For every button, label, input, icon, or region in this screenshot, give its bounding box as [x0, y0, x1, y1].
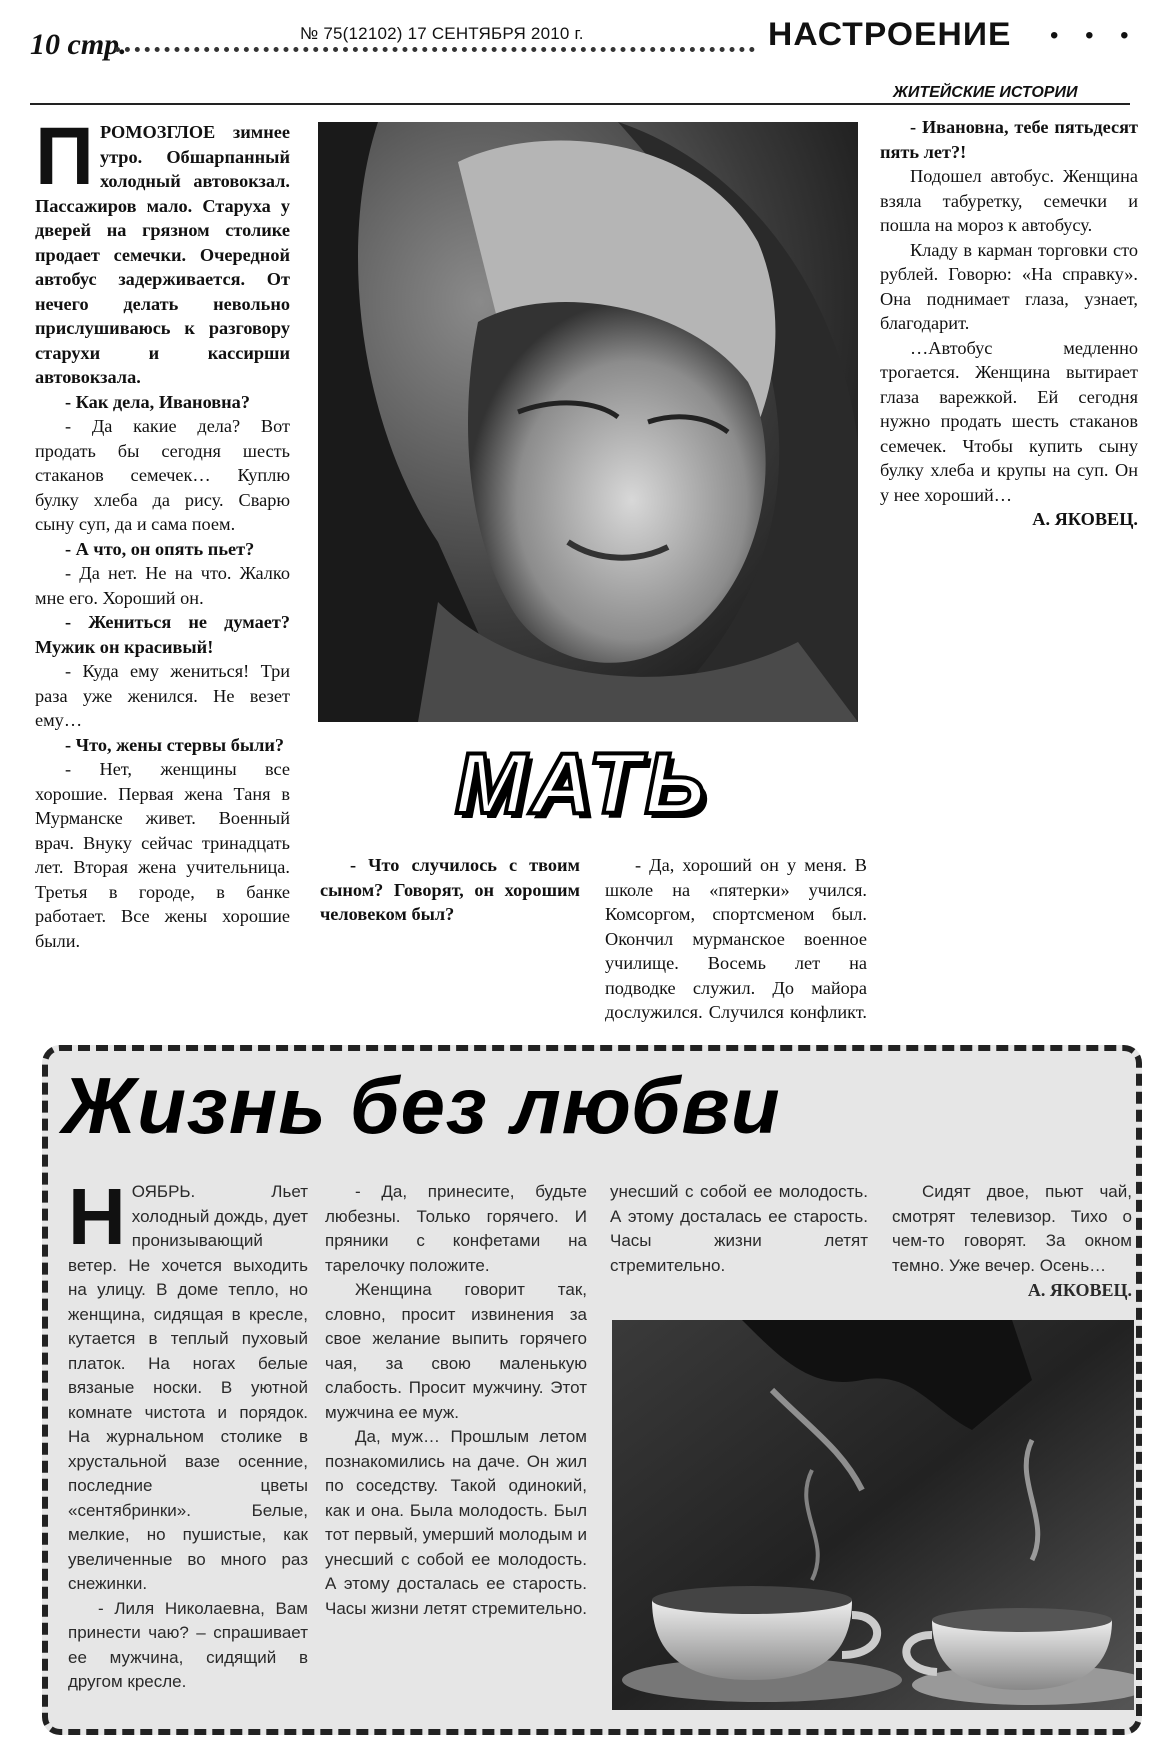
article1-answer: - Куда ему жениться! Три раза уже женился. Не везет ему…: [35, 661, 290, 730]
article2-author: А. ЯКОВЕЦ.: [1027, 1280, 1132, 1300]
article1-dropcap: П: [35, 120, 94, 202]
article1-question: - А что, он опять пьет?: [65, 538, 255, 559]
section-dots: • • •: [1050, 22, 1139, 49]
article2-lead-text: ОЯБРЬ. Льет холодный дождь, дует пронизывающий ветер. Не хочется выходить на улицу. В доме тепло, но женщина, сидящая в кресле, кутается в теплый пуховый платок. На ногах белые вязаные носки. В уютной комнате чистота и порядок. На журнальном столике в хрустальной вазе осенние, последние цветы «сентябринки». Белые, мелкие, но пушистые, как увеличенные во много раз снежинки.: [68, 1182, 308, 1593]
article1-lead-text: РОМОЗГЛОЕ зимнее утро. Обшарпанный холодный автовокзал. Пассажиров мало. Старуха у дверей на грязном столике продает семечки. Очередной автобус задерживается. От нечего делать невольно прислушиваюсь к разговору старухи и кассирши автовокзала.: [35, 122, 290, 387]
section-title: НАСТРОЕНИЕ: [768, 16, 1012, 52]
tea-cups-photo: [612, 1320, 1134, 1710]
article2-dropcap: Н: [68, 1180, 126, 1261]
article2-paragraph: Да, муж… Прошлым летом познакомились на даче. Он жил по соседству. Такой одинокий, как и она. Была молодость. Был тот первый, умерший молодым и унесший с собой ее молодость. А этому досталась ее старость. Часы жизни летят стремительно.: [325, 1427, 587, 1618]
tea-cups-illustration: [612, 1320, 1134, 1710]
article2-column-3: [610, 1180, 868, 1320]
article2-paragraph: Сидят двое, пьют чай, смотрят телевизор. Тихо о чем-то говорят. За окном темно. Уже вечер. Осень…: [892, 1182, 1132, 1275]
article1-answer: - Да нет. Не на что. Жалко мне его. Хороший он.: [35, 563, 290, 608]
subsection-title: ЖИТЕЙСКИЕ ИСТОРИИ: [893, 84, 1078, 101]
article1-question: - Жениться не думает? Мужик он красивый!: [35, 612, 290, 657]
article1-column-3: [605, 853, 867, 1023]
page-number: 10 стр.: [30, 28, 127, 61]
article2-paragraph: - Да, принесите, будьте любезны. Только горячего. И пряники с конфетами на тарелочку положите.: [325, 1182, 587, 1275]
article1-column-2: [320, 853, 580, 1023]
article1-paragraph: Кладу в карман торговки сто рублей. Говорю: «На справку». Она поднимает глаза, узнает, благодарит.: [880, 239, 1138, 333]
article1-column-1: [35, 120, 290, 1015]
article1-author: А. ЯКОВЕЦ.: [1032, 509, 1138, 529]
article1-question: - Что, жены стервы были?: [65, 734, 285, 755]
article1-answer: - Да, хороший он у меня. В школе на «пятерки» учился. Комсоргом, спортсменом был. Окончил мурманское военное училище. Восемь лет на подводке служил. До майора дослужился. Случился конфликт.: [605, 855, 867, 1022]
article2-lead-paragraph: [68, 1180, 308, 1597]
article2-paragraph: Женщина говорит так, словно, просит извинения за свое желание выпить горячего чая, за свою маленькую слабость. Просит мужчину. Этот мужчина ее муж.: [325, 1280, 587, 1422]
article2-column-2: [325, 1180, 587, 1720]
woman-portrait-photo: [318, 122, 858, 722]
article1-question: - Ивановна, тебе пятьдесят пять лет?!: [880, 117, 1138, 162]
article2-paragraph: - Лиля Николаевна, Вам принести чаю? – спрашивает ее мужчина, сидящий в другом кресле.: [68, 1598, 308, 1691]
issue-line: № 75(12102) 17 СЕНТЯБРЯ 2010 г.: [300, 24, 584, 43]
article1-question: - Как дела, Ивановна?: [65, 391, 250, 412]
article2-paragraph-continued: унесший с собой ее молодость. А этому досталась ее старость. Часы жизни летят стремительно.: [610, 1182, 868, 1275]
woman-portrait-illustration: [318, 122, 858, 722]
article1-answer: - Да какие дела? Вот продать бы сегодня шесть стаканов семечек… Куплю булку хлеба да рису. Сварю сыну суп, да и сама поем.: [35, 416, 290, 534]
header-dotted-rule: [115, 47, 755, 52]
article1-column-4: [880, 115, 1138, 1025]
article1-paragraph: Подошел автобус. Женщина взяла табуретку, семечки и пошла на мороз к автобусу.: [880, 166, 1138, 235]
article1-title: МАТЬ: [455, 736, 710, 832]
article2-title: Жизнь без любви: [62, 1061, 781, 1150]
article1-question: - Что случилось с твоим сыном? Говорят, он хорошим человеком был?: [320, 855, 580, 924]
article2-column-4: [892, 1180, 1132, 1310]
article2-column-1: [68, 1180, 308, 1720]
article1-paragraph: …Автобус медленно трогается. Женщина вытирает глаза варежкой. Ей сегодня нужно продать шесть стаканов семечек. Чтобы купить сыну булку хлеба и крупы на суп. Он у нее хороший…: [880, 337, 1138, 505]
header-rule: [30, 103, 1130, 105]
article1-answer: - Нет, женщины все хорошие. Первая жена Таня в Мурманске живет. Военный врач. Внуку сейчас тринадцать лет. Вторая жена учительница. Третья в городе, в банке работает. Все жены хорошие были.: [35, 759, 290, 951]
article1-lead-paragraph: [35, 120, 290, 390]
